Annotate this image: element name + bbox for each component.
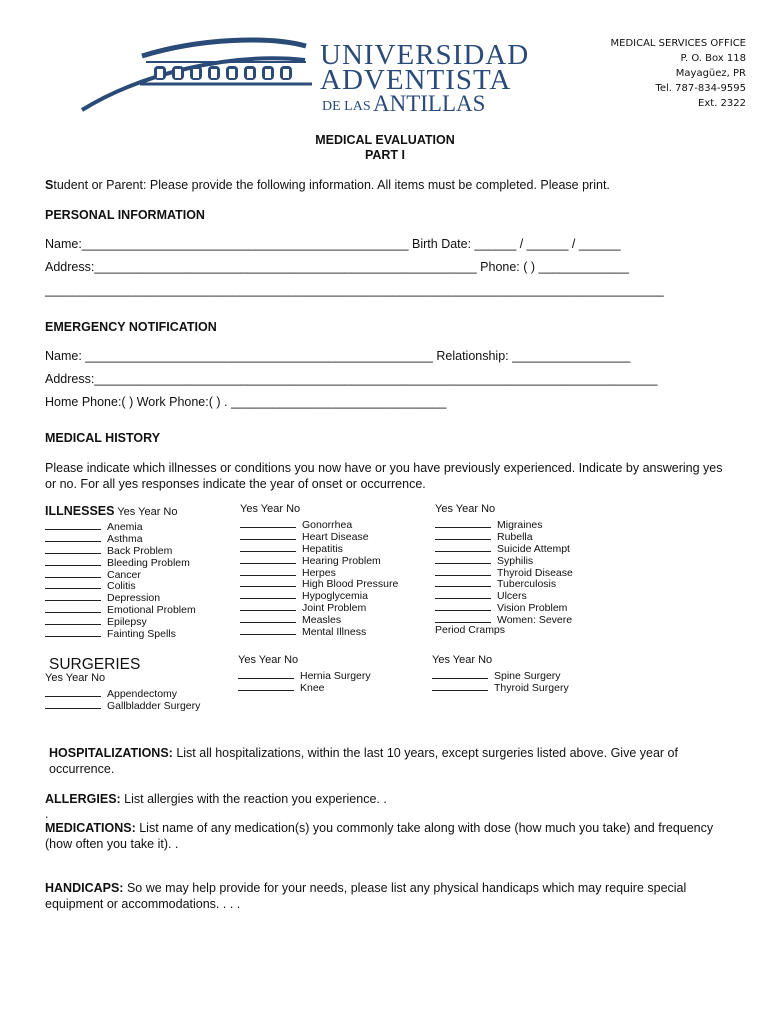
surgeries-column-1 (45, 673, 200, 711)
medical-history-heading: MEDICAL HISTORY (45, 431, 161, 445)
answer-blank[interactable] (435, 589, 491, 599)
illness-label: Tuberculosis (497, 578, 557, 591)
illness-label: Cancer (107, 568, 141, 581)
medications-text: List name of any medication(s) you commonly take along with dose (how much you take) and frequency (how often you take it). . (45, 821, 714, 851)
illness-row (240, 613, 398, 625)
column-header: Yes Year No (432, 654, 493, 666)
answer-blank[interactable] (435, 613, 491, 623)
illness-row (45, 627, 196, 639)
illness-label: Bleeding Problem (107, 556, 190, 569)
illness-row (45, 579, 196, 591)
surgeries-column-3 (432, 655, 569, 693)
illness-label: Migraines (497, 519, 543, 531)
allergies-text: List allergies with the reaction you experience. . (120, 792, 387, 806)
surgery-row (45, 699, 200, 711)
answer-blank[interactable] (435, 601, 491, 611)
answer-blank[interactable] (435, 566, 491, 576)
answer-blank[interactable] (240, 530, 296, 540)
answer-blank[interactable] (45, 603, 101, 613)
illness-row (45, 520, 196, 532)
answer-blank[interactable] (240, 518, 296, 528)
column-header: Yes Year No (435, 503, 496, 515)
surgery-row (238, 669, 371, 681)
answer-blank[interactable] (435, 577, 491, 587)
office-line: Tel. 787-834-9595 (655, 83, 746, 94)
answer-blank[interactable] (435, 554, 491, 564)
answer-blank[interactable] (45, 579, 101, 589)
logo-line2: ADVENTISTA (320, 64, 512, 96)
illness-row (45, 568, 196, 580)
illness-label: Thyroid Disease (497, 566, 573, 579)
illness-row (435, 589, 573, 601)
answer-blank[interactable] (240, 554, 296, 564)
illness-row (240, 625, 398, 637)
allergies-label: ALLERGIES: (45, 792, 121, 806)
answer-blank[interactable] (238, 669, 294, 679)
intro-first-letter: S (45, 178, 54, 192)
illness-label: Suicide Attempt (497, 542, 570, 555)
surgery-row (432, 681, 569, 693)
emergency-name-relationship-field[interactable]: Name: __________________________________________________ Relationship: _________________ (45, 349, 631, 363)
dot-line: . (45, 807, 49, 821)
illness-label: Vision Problem (497, 602, 568, 615)
illness-label: Joint Problem (302, 602, 367, 615)
illness-label: Back Problem (107, 544, 173, 557)
allergies-section (45, 791, 725, 807)
illness-label: Rubella (497, 530, 533, 543)
illness-row (435, 530, 573, 542)
answer-blank[interactable] (435, 518, 491, 528)
illnesses-column-1 (45, 506, 196, 639)
illness-label: Fainting Spells (107, 628, 176, 641)
logo-line3-small: DE LAS (322, 99, 371, 114)
illness-row (240, 566, 398, 578)
hospitalizations-text: List all hospitalizations, within the last 10 years, except surgeries listed above. Give year of occurrence. (49, 746, 678, 776)
answer-blank[interactable] (45, 532, 101, 542)
illness-label: Herpes (302, 566, 336, 579)
answer-blank[interactable] (238, 681, 294, 691)
illness-label: Colitis (107, 580, 136, 593)
address-continuation-field[interactable]: _________________________________________________________________________________________ (45, 283, 664, 297)
personal-info-heading: PERSONAL INFORMATION (45, 208, 205, 222)
answer-blank[interactable] (45, 568, 101, 578)
answer-blank[interactable] (240, 601, 296, 611)
illness-row (45, 532, 196, 544)
illness-row (435, 566, 573, 578)
handicaps-label: HANDICAPS: (45, 881, 124, 895)
medical-history-instructions: Please indicate which illnesses or conditions you now have or you have previously experienced. Indicate by answering yes or no. For all yes responses indicate the year of onset or occurrence. (45, 461, 723, 491)
illness-label: Ulcers (497, 590, 527, 603)
surgery-label: Thyroid Surgery (494, 681, 569, 694)
illness-row (240, 542, 398, 554)
answer-blank[interactable] (45, 627, 101, 637)
illness-row (435, 577, 573, 589)
illness-label: Women: Severe (497, 614, 573, 627)
intro-text (45, 178, 610, 192)
surgery-label: Gallbladder Surgery (107, 699, 201, 712)
office-line: Ext. 2322 (698, 98, 746, 109)
illness-label: Measles (302, 614, 342, 627)
illness-row (45, 544, 196, 556)
answer-blank[interactable] (45, 544, 101, 554)
illness-label: Hepatitis (302, 542, 343, 555)
illness-label: Syphilis (497, 554, 534, 567)
emergency-phone-field[interactable]: Home Phone:( ) Work Phone:( ) . _______________________________ (45, 395, 447, 409)
illness-label: Hearing Problem (302, 554, 381, 567)
hospitalizations-section (45, 745, 725, 777)
surgery-label: Knee (300, 681, 325, 694)
answer-blank[interactable] (435, 542, 491, 552)
illness-label: Asthma (107, 532, 143, 545)
illness-row (240, 577, 398, 589)
illness-row-continuation: Period Cramps (435, 624, 506, 637)
answer-blank[interactable] (45, 699, 101, 709)
logo-line1: UNIVERSIDAD (320, 39, 530, 71)
answer-blank[interactable] (45, 615, 101, 625)
illness-row (435, 601, 573, 613)
form-subtitle: PART I (364, 148, 406, 162)
column-header: Yes Year No (117, 506, 178, 518)
illness-row (45, 591, 196, 603)
address-phone-field[interactable]: Address:_______________________________________________________ Phone: ( ) _____________ (45, 260, 629, 274)
illness-label: Anemia (107, 521, 143, 533)
illness-label: Hypoglycemia (302, 590, 368, 603)
answer-blank[interactable] (240, 542, 296, 552)
answer-blank[interactable] (45, 556, 101, 566)
handicaps-section (45, 880, 725, 912)
surgery-label: Spine Surgery (494, 670, 561, 682)
name-birthdate-field[interactable]: Name:_______________________________________________ Birth Date: ______ / ______ / ______ (45, 237, 621, 251)
surgery-row (432, 669, 569, 681)
intro-rest: tudent or Parent: Please provide the following information. All items must be completed. Please print. (53, 178, 610, 192)
answer-blank[interactable] (240, 589, 296, 599)
illness-label: Depression (107, 592, 161, 605)
illness-label: High Blood Pressure (302, 578, 399, 591)
surgeries-column-2 (238, 655, 371, 693)
university-logo (80, 34, 540, 114)
answer-blank[interactable] (432, 669, 488, 679)
illness-label: Epilepsy (107, 616, 147, 629)
surgery-row (45, 687, 200, 699)
illness-row (435, 554, 573, 566)
logo-line3-big: ANTILLAS (373, 91, 486, 114)
illness-row (240, 518, 398, 530)
answer-blank[interactable] (240, 566, 296, 576)
illness-row (240, 554, 398, 566)
surgery-label: Hernia Surgery (300, 670, 371, 682)
illness-row (45, 603, 196, 615)
illnesses-label: ILLNESSES (45, 504, 115, 518)
answer-blank[interactable] (432, 681, 488, 691)
answer-blank[interactable] (45, 591, 101, 601)
surgery-label: Appendectomy (107, 688, 178, 700)
column-header: Yes Year No (238, 654, 299, 666)
surgery-row (238, 681, 371, 693)
medications-section (45, 820, 725, 852)
illness-row (240, 601, 398, 613)
form-title: MEDICAL EVALUATION (315, 133, 455, 147)
illnesses-column-2 (240, 504, 398, 637)
emergency-heading: EMERGENCY NOTIFICATION (45, 320, 217, 334)
illness-row (240, 589, 398, 601)
illness-row (240, 530, 398, 542)
illness-row (435, 518, 573, 530)
illness-row (435, 542, 573, 554)
office-line: MEDICAL SERVICES OFFICE (610, 38, 746, 49)
office-address (611, 36, 746, 111)
answer-blank[interactable] (240, 577, 296, 587)
answer-blank[interactable] (240, 613, 296, 623)
answer-blank[interactable] (435, 530, 491, 540)
answer-blank[interactable] (240, 625, 296, 635)
answer-blank[interactable] (45, 687, 101, 697)
emergency-address-field[interactable]: Address:_________________________________________________________________________________ (45, 372, 658, 386)
surgeries-label: SURGERIES (49, 656, 141, 673)
illness-row (45, 556, 196, 568)
illnesses-column-3 (435, 504, 573, 637)
medications-label: MEDICATIONS: (45, 821, 136, 835)
office-line: P. O. Box 118 (680, 53, 746, 64)
column-header: Yes Year No (240, 503, 301, 515)
column-header: Yes Year No (45, 672, 106, 684)
illness-label: Mental Illness (302, 626, 367, 639)
illness-label: Heart Disease (302, 530, 369, 543)
illness-label: Gonorrhea (302, 519, 353, 531)
answer-blank[interactable] (45, 520, 101, 530)
handicaps-text: So we may help provide for your needs, please list any physical handicaps which may require special equipment or accommodations. . . . (45, 881, 687, 911)
illness-row (45, 615, 196, 627)
office-line: Mayagüez, PR (675, 68, 746, 79)
hospitalizations-label: HOSPITALIZATIONS: (49, 746, 173, 760)
illness-label: Emotional Problem (107, 604, 196, 617)
